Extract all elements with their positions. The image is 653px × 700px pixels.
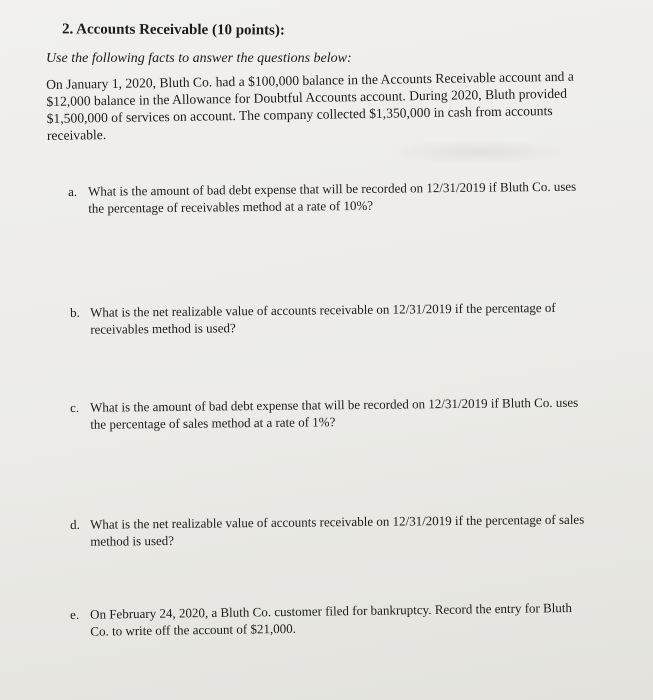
question-text: What is the net realizable value of accounts receivable on 12/31/2019 if the percentage of receivables method is used? xyxy=(90,299,556,337)
facts-paragraph: On January 1, 2020, Bluth Co. had a $100,000 balance in the Accounts Receivable account and a $12,000 balance in the Allowance for Doubtful Accounts account. During 2020, Bluth provided $1,500,000 of services on account. The company collected $1,350,000 in cash from accounts receivable. xyxy=(46,68,574,143)
question-a xyxy=(68,178,588,217)
question-letter: a. xyxy=(68,183,78,199)
question-d xyxy=(70,510,600,550)
question-letter: e. xyxy=(70,606,80,622)
section-heading: 2. Accounts Receivable (10 points): xyxy=(61,21,285,39)
question-c xyxy=(70,394,590,433)
question-text: What is the net realizable value of accounts receivable on 12/31/2019 if the percentage of sales method is used? xyxy=(90,511,585,549)
question-letter: b. xyxy=(70,304,80,320)
facts-instruction: Use the following facts to answer the questions below: xyxy=(46,51,352,66)
paper-bleed-through xyxy=(380,140,580,164)
question-text: What is the amount of bad debt expense that will be recorded on 12/31/2019 if Bluth Co. uses the percentage of sales method at a rate of 1%? xyxy=(90,394,579,432)
question-letter: d. xyxy=(70,516,80,532)
question-text: On February 24, 2020, a Bluth Co. customer filed for bankruptcy. Record the entry for Bluth Co. to write off the account of $21,000. xyxy=(90,599,573,639)
question-letter: c. xyxy=(70,399,80,415)
question-e xyxy=(70,599,590,640)
question-b xyxy=(70,299,590,338)
question-text: What is the amount of bad debt expense that will be recorded on 12/31/2019 if Bluth Co. uses the percentage of receivables method at a rate of 10%? xyxy=(88,178,577,216)
